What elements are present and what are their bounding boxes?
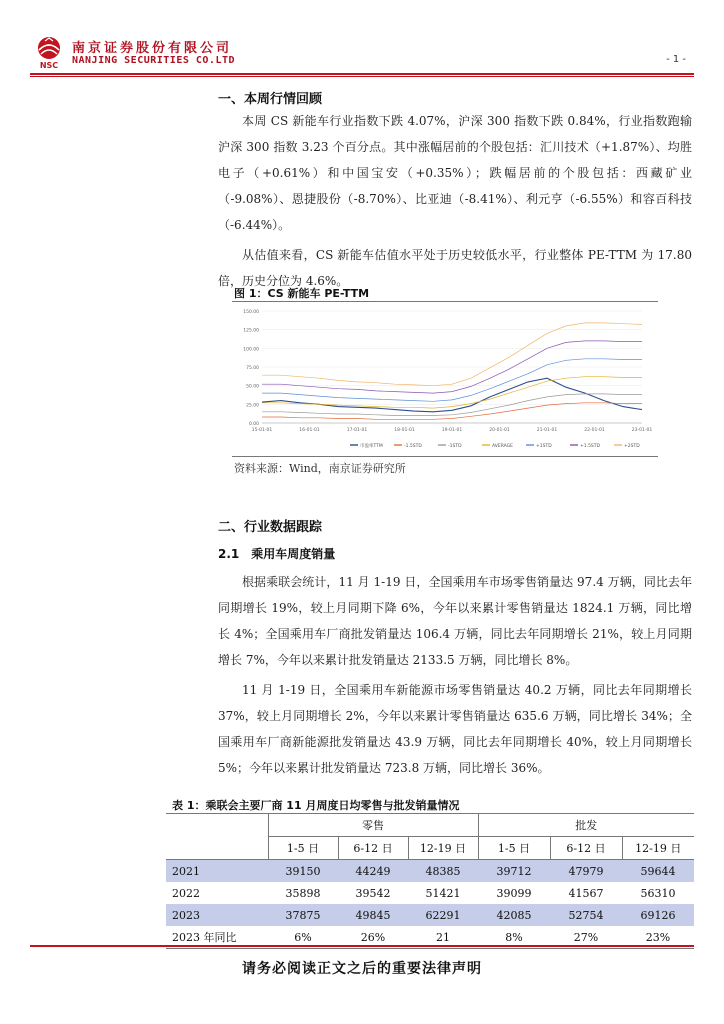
header-divider bbox=[30, 73, 694, 75]
table-row bbox=[166, 904, 694, 926]
logo-icon bbox=[34, 36, 64, 70]
table-sub-header-row bbox=[166, 837, 694, 860]
column-header: 1-5 日 bbox=[268, 837, 338, 860]
column-header: 12-19 日 bbox=[408, 837, 478, 860]
section1-paragraph: 本周 CS 新能车行业指数下跌 4.07%，沪深 300 指数下跌 0.84%，行业指数跑输沪深 300 指数 3.23 个百分点。其中涨幅居前的个股包括：汇川技术（+1.87%）、均胜电子（+0.61%）和中国宝安（+0.35%）；跌幅居前的个股包括：西藏矿业（-9.08%）、恩捷股份（-8.70%）、比亚迪（-8.41%）、利元亨（-6.55%）和容百科技（-6.44%）。 bbox=[218, 114, 692, 232]
legend-label: 市盈率TTM bbox=[360, 443, 383, 449]
table-cell: 21 bbox=[408, 926, 478, 949]
x-tick-label: 18-01-01 bbox=[394, 428, 415, 433]
table-cell: 39542 bbox=[355, 886, 391, 900]
y-tick-label: 25.00 bbox=[246, 403, 259, 409]
section2-body bbox=[218, 569, 692, 781]
x-tick-label: 20-01-01 bbox=[489, 428, 510, 433]
table-cell: 48385 bbox=[408, 860, 478, 883]
section1-title: 一、本周行情回顾 bbox=[218, 92, 323, 107]
y-tick-label: 100.00 bbox=[243, 347, 259, 353]
table-cell: 26% bbox=[338, 926, 408, 949]
y-tick-label: 75.00 bbox=[246, 366, 259, 371]
series-line bbox=[262, 323, 642, 386]
table-cell: 41567 bbox=[568, 886, 604, 900]
footer-divider bbox=[30, 945, 694, 947]
figure1-source: 资料来源：Wind，南京证券研究所 bbox=[234, 462, 406, 475]
table-cell: 42085 bbox=[478, 904, 550, 926]
x-tick-label: 17-01-01 bbox=[346, 428, 368, 433]
table-cell: 39712 bbox=[478, 860, 550, 883]
column-header: 12-19 日 bbox=[622, 837, 694, 860]
footer-disclaimer: 请务必阅读正文之后的重要法律声明 bbox=[242, 961, 482, 977]
legend-label: +2STD bbox=[624, 443, 640, 449]
legend-label: AVERAGE bbox=[492, 443, 513, 449]
company-name-cn: 南京证券股份有限公司 bbox=[72, 41, 233, 56]
table-cell: 8% bbox=[478, 926, 550, 949]
group-header-wholesale: 批发 bbox=[478, 814, 694, 837]
pe-ttm-chart bbox=[232, 305, 658, 455]
x-tick-label: 19-01-01 bbox=[441, 428, 463, 433]
table-cell: 44249 bbox=[338, 860, 408, 883]
table-cell: 39150 bbox=[268, 860, 338, 883]
company-name-en: NANJING SECURITIES CO.LTD bbox=[72, 55, 236, 66]
x-tick-label: 23-01-01 bbox=[631, 428, 653, 433]
series-line bbox=[262, 377, 642, 408]
figure1-title: 图 1：CS 新能车 PE-TTM bbox=[234, 287, 370, 300]
y-tick-label: 125.00 bbox=[243, 328, 259, 334]
series-line bbox=[262, 359, 642, 402]
section1-paragraph: 从估值来看，CS 新能车估值水平处于历史较低水平，行业整体 PE-TTM 为 17.80 倍，历史分位为 4.6%。 bbox=[218, 248, 692, 288]
y-tick-label: 0.00 bbox=[248, 422, 259, 427]
legend-label: +1.5STD bbox=[580, 443, 600, 449]
table-cell: 39099 bbox=[496, 886, 532, 900]
company-logo bbox=[34, 36, 64, 70]
row-label: 2023 年同比 bbox=[166, 926, 268, 949]
table-cell: 49845 bbox=[338, 904, 408, 926]
row-label: 2022 bbox=[172, 886, 200, 900]
section1-body bbox=[218, 108, 692, 294]
table-cell: 37875 bbox=[268, 904, 338, 926]
table-cell: 51421 bbox=[425, 886, 461, 900]
table-cell: 59644 bbox=[622, 860, 694, 883]
table-cell: 6% bbox=[268, 926, 338, 949]
table-row bbox=[166, 882, 694, 904]
table-cell: 47979 bbox=[550, 860, 622, 883]
column-header: 6-12 日 bbox=[338, 837, 408, 860]
row-label: 2023 bbox=[166, 904, 268, 926]
x-tick-label: 15-01-01 bbox=[251, 428, 273, 433]
column-header: 1-5 日 bbox=[478, 837, 550, 860]
y-tick-label: 150.00 bbox=[243, 310, 259, 315]
table-cell: 23% bbox=[622, 926, 694, 949]
pe-ttm-chart-svg bbox=[232, 305, 658, 455]
table-cell: 27% bbox=[550, 926, 622, 949]
figure-top-rule bbox=[232, 301, 658, 302]
table-group-header-row bbox=[166, 814, 694, 837]
legend-label: -1STD bbox=[448, 443, 462, 449]
figure-bottom-rule bbox=[232, 456, 658, 457]
section2-title: 二、行业数据跟踪 bbox=[218, 520, 323, 535]
x-tick-label: 16-01-01 bbox=[299, 428, 320, 433]
table-cell: 35898 bbox=[285, 886, 321, 900]
header-divider-thin bbox=[30, 76, 694, 77]
table1-title: 表 1：乘联会主要厂商 11 月周度日均零售与批发销量情况 bbox=[172, 799, 460, 812]
page-number: - 1 - bbox=[666, 54, 686, 65]
legend-label: -1.5STD bbox=[404, 443, 422, 449]
table-cell: 56310 bbox=[640, 886, 676, 900]
table-cell: 69126 bbox=[622, 904, 694, 926]
table-cell: 62291 bbox=[408, 904, 478, 926]
series-line bbox=[262, 403, 642, 420]
section2-paragraph: 11 月 1-19 日，全国乘用车新能源市场零售销量达 40.2 万辆，同比去年同期增长 37%，较上月同期增长 2%，今年以来累计零售销量达 635.6 万辆，同比增长 34%；全国乘用车厂商新能源批发销量达 43.9 万辆，同比去年同期增长 40%，较上月同期增长 5%；今年以来累计批发销量达 723.8 万辆，同比增长 36%。 bbox=[218, 683, 692, 775]
section2-subtitle: 2.1 乘用车周度销量 bbox=[218, 547, 336, 561]
row-label: 2021 bbox=[166, 860, 268, 883]
y-tick-label: 50.00 bbox=[246, 384, 259, 390]
table-cell: 52754 bbox=[550, 904, 622, 926]
x-tick-label: 22-01-01 bbox=[584, 428, 605, 433]
table1 bbox=[166, 813, 694, 949]
legend-label: +1STD bbox=[536, 443, 552, 449]
column-header: 6-12 日 bbox=[550, 837, 622, 860]
x-tick-label: 21-01-01 bbox=[536, 428, 558, 433]
group-header-retail: 零售 bbox=[268, 814, 478, 837]
sales-table bbox=[166, 813, 694, 949]
logo-text: NSC bbox=[39, 61, 59, 70]
table-row bbox=[166, 860, 694, 883]
section2-paragraph: 根据乘联会统计，11 月 1-19 日，全国乘用车市场零售销量达 97.4 万辆，同比去年同期增长 19%，较上月同期下降 6%，今年以来累计零售销量达 1824.1 万辆，同比增长 4%；全国乘用车厂商批发销量达 106.4 万辆，同比去年同期增长 21%，较上月同期增长 7%，今年以来累计批发销量达 2133.5 万辆，同比增长 8%。 bbox=[218, 575, 692, 667]
